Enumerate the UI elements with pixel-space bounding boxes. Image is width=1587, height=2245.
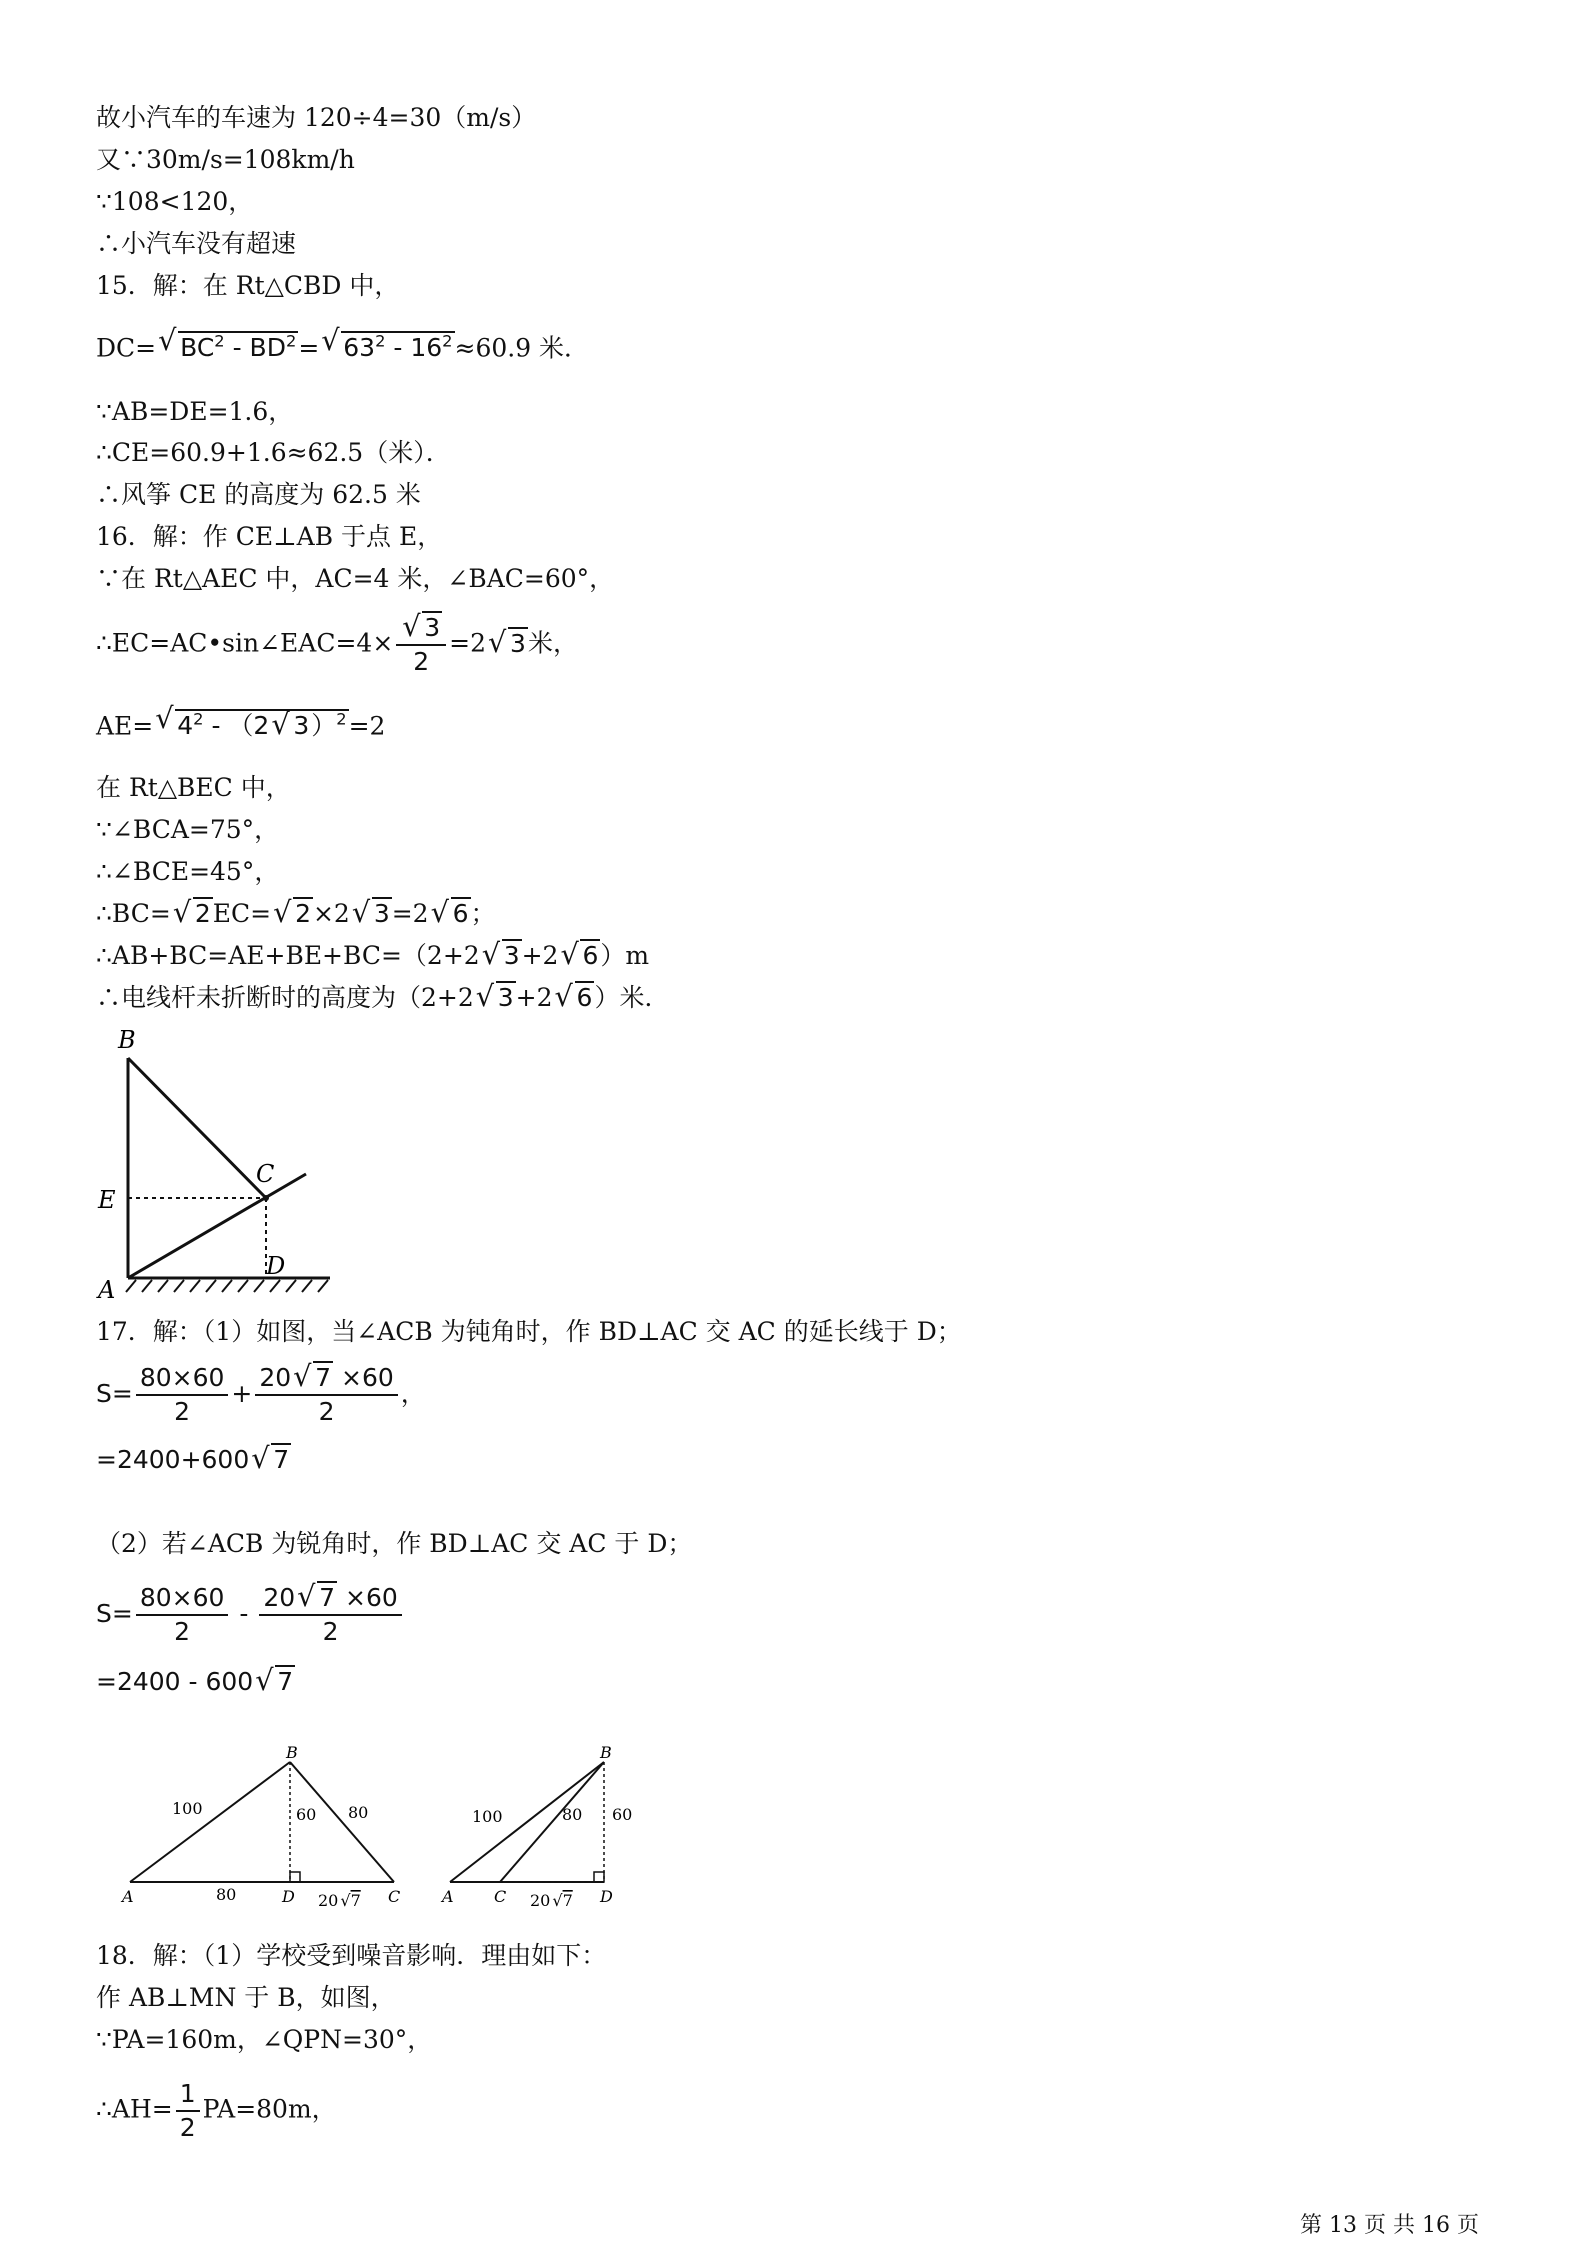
label-bc: 80 xyxy=(348,1803,369,1822)
equation-ah: ∴AH= $\frac{1}{2}$ PA=80m， xyxy=(96,2079,337,2142)
label-a: A xyxy=(442,1887,454,1906)
text-line: ∵∠BCA=75°， xyxy=(96,815,280,844)
text-line: 在 Rt△BEC 中， xyxy=(96,773,291,802)
label-b: B xyxy=(118,1026,136,1054)
text-line: ∴小汽车没有超速 xyxy=(96,229,297,258)
text-line: （2）若∠ACB 为锐角时，作 BD⊥AC 交 AC 于 D； xyxy=(96,1529,693,1558)
text-line: ∵AB=DE=1.6， xyxy=(96,397,294,426)
label-ad: 80 xyxy=(216,1885,237,1904)
text-line: ∴风筝 CE 的高度为 62.5 米 xyxy=(96,480,421,509)
problem-17-heading: 17．解：（1）如图，当∠ACB 为钝角时，作 BD⊥AC 交 AC 的延长线于 D； xyxy=(96,1317,962,1346)
label-c: C xyxy=(256,1160,275,1188)
equation-s2-result: =2400 - 600√ 7 xyxy=(96,1666,295,1698)
label-c: C xyxy=(494,1887,507,1906)
text-line: ∵108<120， xyxy=(96,187,254,216)
problem-15-heading: 15．解：在 Rt△CBD 中， xyxy=(96,271,400,300)
text-line: ∴∠BCE=45°， xyxy=(96,857,280,886)
label-e: E xyxy=(98,1186,116,1214)
label-bd: 60 xyxy=(296,1805,317,1824)
equation-s2: S= $\frac{80\times 60}{2}$ - $\frac{20√ 7 \times 60}{2}$ xyxy=(96,1582,405,1648)
label-ab: 100 xyxy=(172,1799,203,1818)
figure-16 xyxy=(70,1020,350,1300)
equation-bc: ∴BC=√ 2EC=√ 2×2√ 3=2√ 6； xyxy=(96,898,496,930)
label-d: D xyxy=(282,1887,295,1906)
label-b: B xyxy=(286,1743,298,1762)
equation-s1: S= $\frac{80\times 60}{2}$ + $\frac{20√ 7 \times 60}{2}$ ， xyxy=(96,1362,426,1428)
label-d: D xyxy=(266,1252,286,1280)
label-dc: 20 √7 xyxy=(318,1891,361,1910)
figure-17-acute xyxy=(436,1740,656,1920)
equation-ae: AE=√ $4^2 - (2√$ 3）$^2$=2 xyxy=(96,704,385,742)
label-a: A xyxy=(122,1887,134,1906)
label-c: C xyxy=(388,1887,401,1906)
equation-s1-result: =2400+600√ 7 xyxy=(96,1444,291,1476)
text-line: ∴电线杆未折断时的高度为（2+2√ 3+2√ 6）米． xyxy=(96,982,669,1014)
page-footer: 第 13 页 共 16 页 xyxy=(1300,2213,1479,2238)
label-bc: 80 xyxy=(562,1805,583,1824)
label-a: A xyxy=(98,1276,116,1300)
equation-ec: ∴EC=AC•sin∠EAC=4× √ $\frac{3}{2}$ =2√ 3米， xyxy=(96,612,578,678)
label-d: D xyxy=(600,1887,613,1906)
text-line: ∵在 Rt△AEC 中，AC=4 米，∠BAC=60°， xyxy=(96,564,615,593)
text-line: ∵PA=160m，∠QPN=30°， xyxy=(96,2025,433,2054)
label-cd: 20 √7 xyxy=(530,1891,573,1910)
equation-sum: ∴AB+BC=AE+BE+BC=（2+2√ 3+2√ 6）m xyxy=(96,940,649,972)
text-line: 又∵30m/s=108km/h xyxy=(96,145,355,174)
equation-dc: DC=√ $BC^2 - BD^2=√$ $63^2 - 16^2\approx 60.9$ 米． xyxy=(96,326,589,364)
problem-16-heading: 16．解：作 CE⊥AB 于点 E， xyxy=(96,522,443,551)
label-ab: 100 xyxy=(472,1807,503,1826)
label-bd: 60 xyxy=(612,1805,633,1824)
text-line: ∴CE=60.9+1.6≈62.5（米）． xyxy=(96,438,451,467)
label-b: B xyxy=(600,1743,612,1762)
text-line: 作 AB⊥MN 于 B，如图， xyxy=(96,1983,396,2012)
problem-18-heading: 18．解：（1）学校受到噪音影响．理由如下： xyxy=(96,1941,607,1970)
text-line: 故小汽车的车速为 120÷4=30（m/s） xyxy=(96,103,537,132)
figure-17-obtuse xyxy=(120,1740,420,1920)
